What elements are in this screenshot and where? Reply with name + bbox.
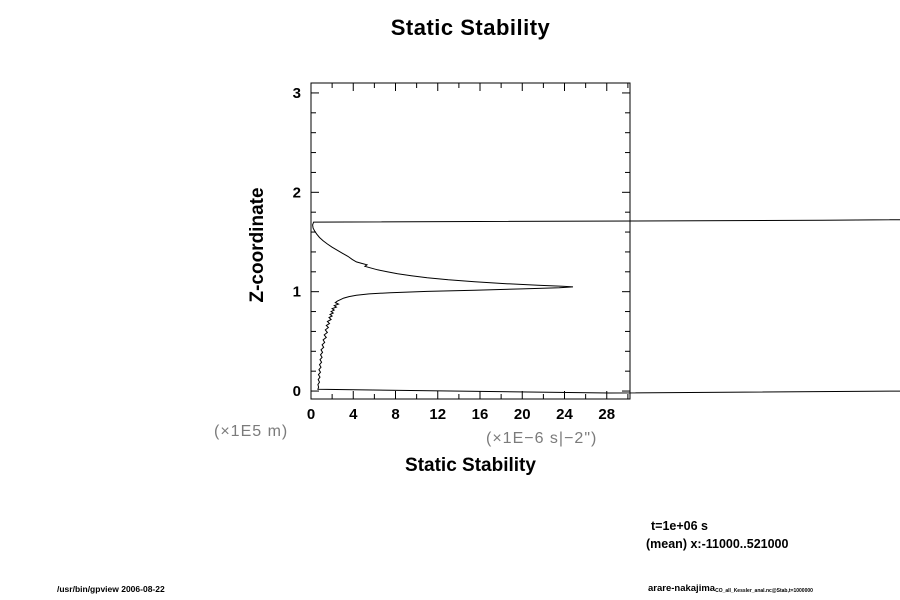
x-tick-label: 28	[598, 406, 616, 423]
y-tick-label: 3	[292, 84, 301, 102]
footer-run-detail: CO_all_Kessler_anal.nc@Stab,t=1000000	[715, 588, 813, 594]
y-axis-unit: (×1E5 m)	[214, 423, 289, 440]
annotation-mean-range: (mean) x:-11000..521000	[646, 537, 789, 551]
footer-run-label	[648, 583, 813, 594]
x-axis-unit: (×1E−6 s|−2")	[486, 430, 598, 447]
x-tick-label: 12	[429, 406, 447, 423]
annotation-time: t=1e+06 s	[651, 519, 708, 533]
chart-title: Static Stability	[390, 15, 551, 40]
y-tick-label: 1	[292, 283, 301, 301]
x-tick-label: 20	[513, 406, 531, 423]
footer-run-name: arare-nakajima	[648, 583, 716, 594]
plot-frame	[311, 83, 630, 399]
x-tick-label: 0	[306, 406, 316, 423]
y-tick-label: 0	[292, 383, 301, 401]
footer-command: /usr/bin/gpview 2006-08-22	[57, 584, 165, 594]
x-tick-label: 8	[391, 406, 400, 423]
x-axis-label: Static Stability	[405, 455, 536, 476]
y-tick-label: 2	[292, 184, 301, 202]
x-tick-label: 16	[471, 406, 489, 423]
x-tick-label: 4	[349, 406, 358, 423]
profile-curve	[313, 219, 900, 393]
x-tick-label: 24	[556, 406, 573, 423]
y-axis-label: Z-coordinate	[247, 187, 268, 303]
